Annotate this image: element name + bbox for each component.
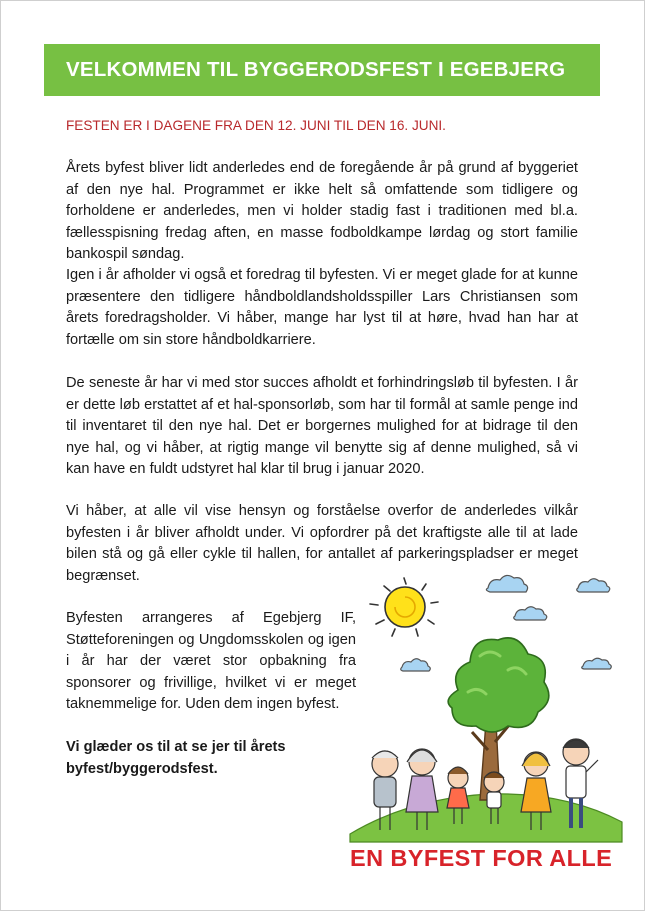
paragraph-lecture: Igen i år afholder vi også et foredrag til byfesten. Vi er meget glade for at kunne præsentere den tidligere håndboldlandsholdsspiller Lars Christiansen som årets foredragsholder. Vi håber, mange har lyst til at høre, hvad han har at fortælle om sin store håndboldkarriere. <box>66 267 578 348</box>
paragraph-sponsor-run: De seneste år har vi med stor succes afholdt et forhindringsløb til byfesten. I år er dette løb erstattet af et hal-sponsorløb, som har til formål at samle penge ind til inventaret til den nye hal. Det er borgernes mulighed for at bidrage til den nye hal, og vi håber, at rigtig mange vil benytte sig af denne mulighed, så vi kan have en fuldt udstyret hal klar til brug i januar 2020. <box>66 375 578 477</box>
paragraph-intro: Årets byfest bliver lidt anderledes end de foregående år på grund af byggeriet af den nye hal. Programmet er ikke helt så omfattende som tidligere og forholdene er anderledes, men vi holder stadig fast i traditionen med bl.a. fællesspisning fredag aften, en masse fodboldkampe lørdag og stort familie bankospil søndag. <box>66 160 578 262</box>
closing-text: Vi glæder os til at se jer til årets byfest/byggerodsfest. <box>66 739 286 777</box>
slogan: EN BYFEST FOR ALLE <box>350 845 613 871</box>
paragraph-organizers: Byfesten arrangeres af Egebjerg IF, Støtteforeningen og Ungdomsskolen og igen i år har der været stor opbakning fra sponsorer og frivillige, hvilket vi er meget taknemmelige for. Uden dem ingen byfest. <box>66 610 356 712</box>
paragraph-parking: Vi håber, at alle vil vise hensyn og forståelse overfor de anderledes vilkår byfesten i år bliver afholdt under. Vi opfordrer på det kraftigste alle til at lade bilen stå og gå eller cykle til hallen, for antallet af parkeringspladser er meget begrænset. <box>66 503 578 584</box>
family-tree-illustration <box>340 572 630 847</box>
header-banner <box>44 44 600 96</box>
page-title: VELKOMMEN TIL BYGGERODSFEST I EGEBJERG <box>66 58 566 81</box>
sun-icon <box>370 578 438 636</box>
festival-dates: FESTEN ER I DAGENE FRA DEN 12. JUNI TIL DEN 16. JUNI. <box>66 118 446 133</box>
